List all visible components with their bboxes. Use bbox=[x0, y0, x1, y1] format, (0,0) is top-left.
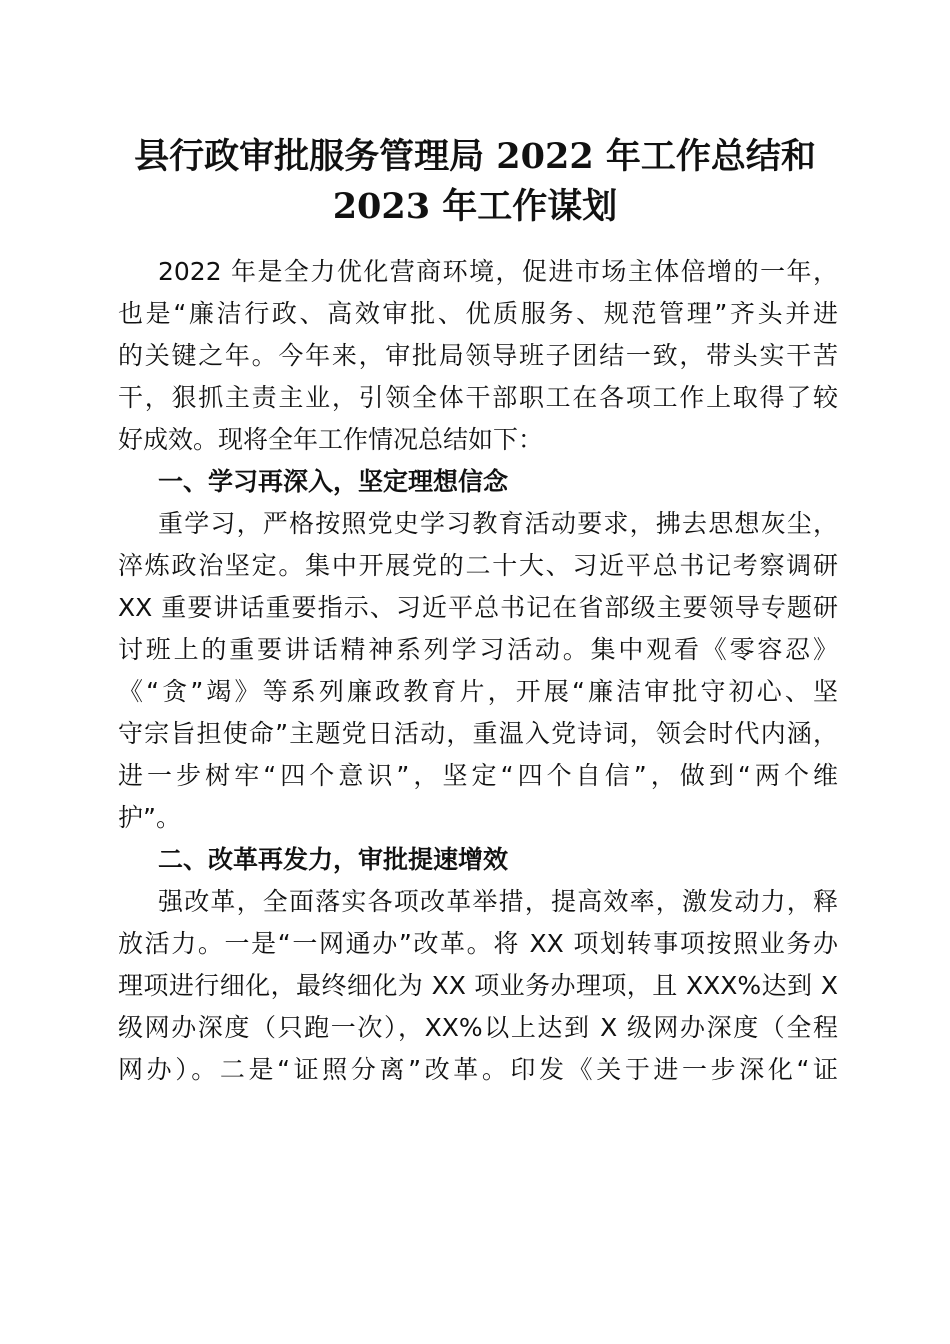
paragraph-line: 干，狠抓主责主业，引领全体干部职工在各项工作上取得了较 bbox=[118, 383, 838, 412]
paragraph-line: 守宗旨担使命”主题党日活动，重温入党诗词，领会时代内涵， bbox=[118, 719, 838, 748]
paragraph-line: 的关键之年。今年来，审批局领导班子团结一致，带头实干苦 bbox=[118, 341, 838, 370]
document-title-line-1: 县行政审批服务管理局 2022 年工作总结和 bbox=[134, 136, 816, 177]
paragraph-line: 也是“廉洁行政、高效审批、优质服务、规范管理”齐头并进 bbox=[118, 299, 838, 328]
paragraph-line: 网办）。二是“证照分离”改革。印发《关于进一步深化“证 bbox=[118, 1055, 838, 1084]
paragraph-line: 级网办深度（只跑一次），XX%以上达到 X 级网办深度（全程 bbox=[118, 1013, 838, 1042]
paragraph-line: 强改革，全面落实各项改革举措，提高效率，激发动力，释 bbox=[158, 887, 838, 916]
paragraph-line: XX 重要讲话重要指示、习近平总书记在省部级主要领导专题研 bbox=[118, 593, 838, 622]
paragraph-line: 理项进行细化，最终细化为 XX 项业务办理项，且 XXX%达到 X bbox=[118, 971, 838, 1000]
paragraph-line: 2022 年是全力优化营商环境，促进市场主体倍增的一年， bbox=[158, 257, 838, 286]
paragraph-line: 护”。 bbox=[118, 803, 181, 832]
section-heading-2: 二、改革再发力，审批提速增效 bbox=[158, 845, 509, 874]
paragraph-line: 《“贪”竭》等系列廉政教育片，开展“廉洁审批守初心、坚 bbox=[118, 677, 838, 706]
document-title-line-2: 2023 年工作谋划 bbox=[332, 186, 618, 227]
paragraph-line: 进一步树牢“四个意识”，坚定“四个自信”，做到“两个维 bbox=[118, 761, 838, 790]
paragraph-line: 讨班上的重要讲话精神系列学习活动。集中观看《零容忍》 bbox=[118, 635, 838, 664]
section-heading-1: 一、学习再深入，坚定理想信念 bbox=[158, 467, 509, 496]
paragraph-line: 重学习，严格按照党史学习教育活动要求，拂去思想灰尘， bbox=[158, 509, 838, 538]
paragraph-line: 放活力。一是“一网通办”改革。将 XX 项划转事项按照业务办 bbox=[118, 929, 838, 958]
paragraph-line: 淬炼政治坚定。集中开展党的二十大、习近平总书记考察调研 bbox=[118, 551, 838, 580]
paragraph-line: 好成效。现将全年工作情况总结如下： bbox=[118, 425, 544, 454]
